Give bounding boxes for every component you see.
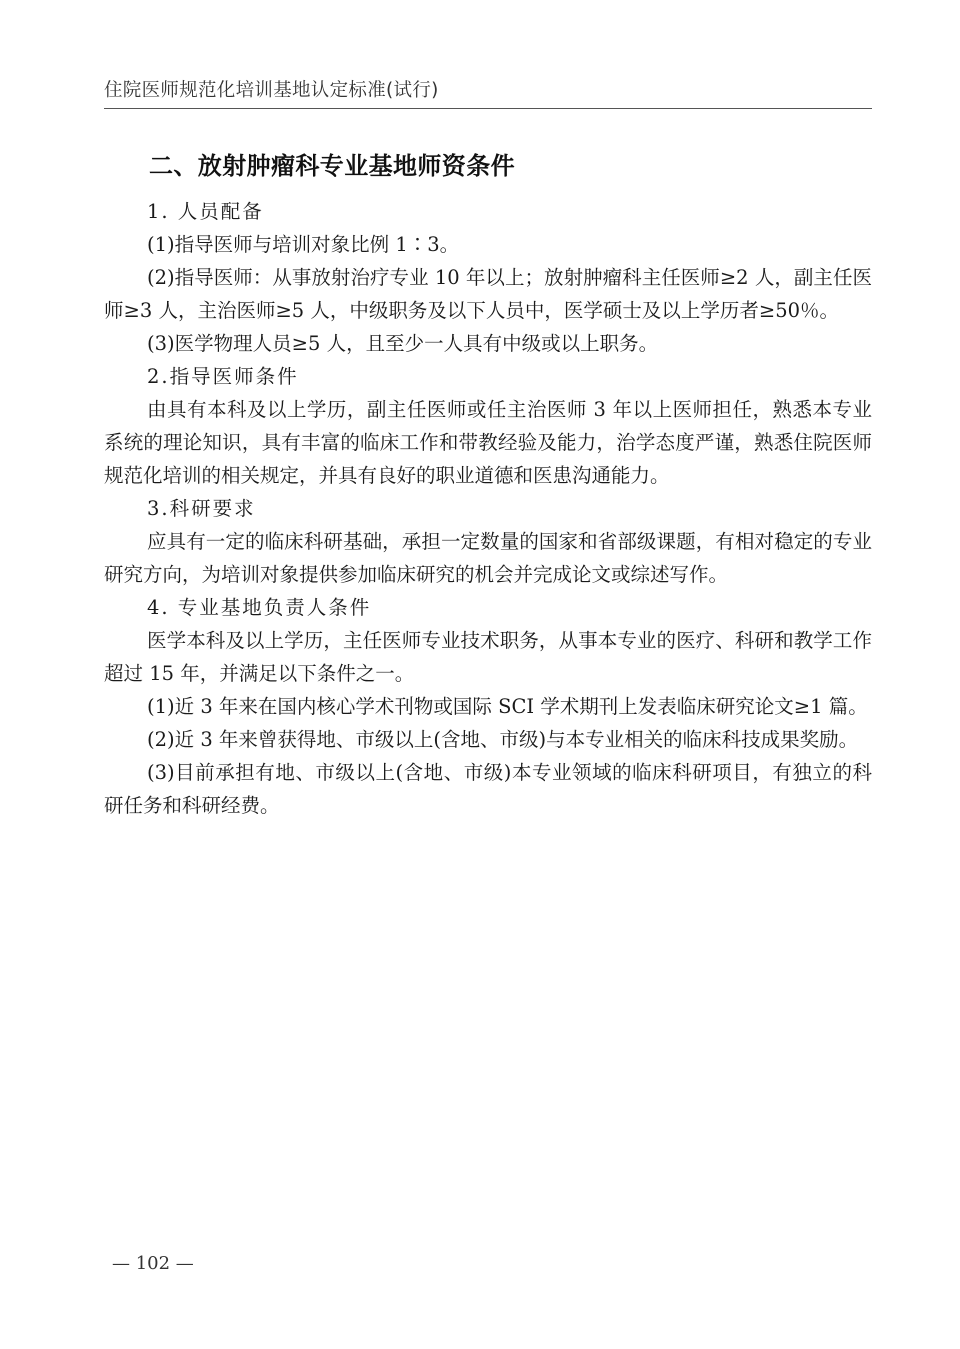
paragraph: 由具有本科及以上学历，副主任医师或任主治医师 3 年以上医师担任，熟悉本专业系统的理论知识，具有丰富的临床工作和带教经验及能力，治学态度严谨，熟悉住院医师规范化培训的相关规定，并具有良好的职业道德和医患沟通能力。 xyxy=(104,398,872,487)
subheading-research-requirements: 3.科研要求 xyxy=(147,497,256,520)
paragraph: (2)指导医师：从事放射治疗专业 10 年以上；放射肿瘤科主任医师≥2 人，副主任医师≥3 人，主治医师≥5 人，中级职务及以下人员中，医学硕士及以上学历者≥50％。 xyxy=(104,266,872,322)
paragraph: 医学本科及以上学历，主任医师专业技术职务，从事本专业的医疗、科研和教学工作超过 15 年，并满足以下条件之一。 xyxy=(104,629,872,685)
subheading-director-conditions: 4. 专业基地负责人条件 xyxy=(147,596,372,619)
paragraph: (3)医学物理人员≥5 人，且至少一人具有中级或以上职务。 xyxy=(147,332,659,355)
running-header: 住院医师规范化培训基地认定标准(试行) xyxy=(104,80,439,101)
body-text xyxy=(104,195,872,822)
subheading-instructor-conditions: 2.指导医师条件 xyxy=(147,365,299,388)
page-number: — 102 — xyxy=(112,1253,194,1274)
header-rule xyxy=(104,108,872,109)
paragraph: (2)近 3 年来曾获得地、市级以上(含地、市级)与本专业相关的临床科技成果奖励。 xyxy=(147,728,859,751)
section-title: 二、放射肿瘤科专业基地师资条件 xyxy=(149,152,515,180)
paragraph: (3)目前承担有地、市级以上(含地、市级)本专业领域的临床科研项目，有独立的科研任务和科研经费。 xyxy=(104,761,872,817)
paragraph: (1)近 3 年来在国内核心学术刊物或国际 SCI 学术期刊上发表临床研究论文≥1 篇。 xyxy=(147,695,868,718)
paragraph: (1)指导医师与培训对象比例 1∶3。 xyxy=(147,233,460,256)
paragraph: 应具有一定的临床科研基础，承担一定数量的国家和省部级课题，有相对稳定的专业研究方向，为培训对象提供参加临床研究的机会并完成论文或综述写作。 xyxy=(104,530,872,586)
subheading-staffing: 1. 人员配备 xyxy=(147,200,264,223)
